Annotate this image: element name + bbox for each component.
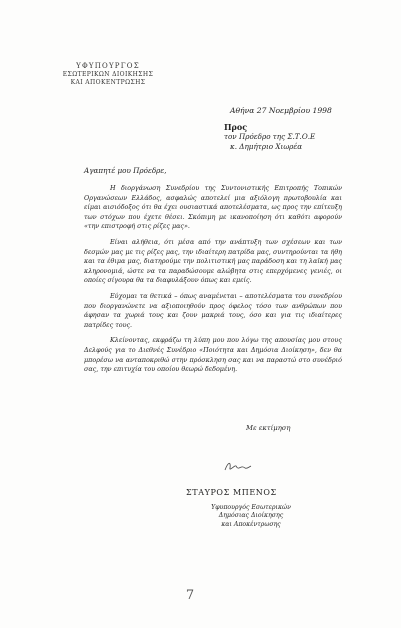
body-paragraph: Η διοργάνωση Συνεδρίου της Συντονιστικής Επιτροπής Τοπικών Οργανώσεων Ελλάδος, ασφαλώς αποτελεί μια αξιόλογη πρωτοβουλία και είμαι αισιόδοξος ότι θα έχει ουσιαστικά αποτελέσματα, ως προς την επίτευξη των στόχων που έχετε θέσει. Σκόπιμη με ικανοποίηση ότι καθότι αφορούν «την επιστροφή στις ρίζες μας». [84, 184, 342, 231]
letterhead-line-2: ΕΣΩΤΕΡΙΚΩΝ ΔΙΟΙΚΗΣΗΣ [62, 70, 154, 78]
signer-title-line-2: Δημόσιας Διοίκησης [218, 512, 284, 520]
handwritten-signature [222, 458, 254, 474]
greeting: Αγαπητέ μου Πρόεδρε, [84, 166, 167, 175]
letterhead-line-3: ΚΑΙ ΑΠΟΚΕΝΤΡΩΣΗΣ [70, 79, 146, 86]
signer-title-line-1: Υφυπουργός Εσωτερικών [211, 504, 291, 511]
letterhead [58, 62, 158, 88]
letterhead-line-1: ΥΦΥΠΟΥΡΓΟΣ [76, 62, 140, 70]
signer-name: ΣΤΑΥΡΟΣ ΜΠΕΝΟΣ [186, 488, 277, 497]
letter-date: Αθήνα 27 Νοεμβρίου 1998 [230, 106, 332, 115]
body-paragraph: Εύχομαι τα θετικά – όπως αναμένεται – αποτελέσματα του συνεδρίου που διοργανώνετε να αξιοποιηθούν προς όφελος τόσο των ανθρώπων που άφησαν τα χωριά τους και ζουν μακριά τους, όσο και για τις ιδιαίτερες πατρίδες τους. [84, 291, 342, 329]
recipient-heading: Προς [224, 122, 248, 132]
signer-title-block [196, 504, 306, 529]
letter-body [84, 184, 342, 381]
body-paragraph: Κλείνοντας, εκφράζω τη λύπη μου που λόγω της απουσίας μου στους Δελφούς για το Διεθνές Συνέδριο «Ποιότητα και Δημόσια Διοίκηση», δεν θα μπορέσω να ανταποκριθώ στην πρόσκληση σας και να παραστώ στο συνέδριό σας, την επιτυχία του οποίου θεωρώ δεδομένη. [84, 336, 342, 374]
page-number: 7 [185, 588, 195, 603]
recipient-block [224, 122, 315, 152]
closing: Με εκτίμηση [246, 424, 291, 432]
recipient-line-1: τον Πρόεδρο της Σ.Τ.Ο.Ε [224, 132, 316, 141]
body-paragraph: Είναι αλήθεια, ότι μέσα από την ανάπτυξη των σχέσεων και των δεσμών μας με τις ρίζες μας, την ιδιαίτερη πατρίδα μας, συντηρούνται τα ήθη και τα έθιμα μας, διατηρούμε την πολιτιστική μας παράδοση και τη λαϊκή μας κληρονομιά, ώστε να τα παραδώσουμε αλώβητα στις επερχόμενες γενιές, οι οποίες σίγουρα θα τα διαφυλάξουν όπως και εμείς. [84, 237, 342, 285]
signer-title-line-3: και Αποκέντρωσης [221, 520, 281, 528]
recipient-line-2: κ. Δημήτριο Χιωρέα [230, 142, 303, 151]
